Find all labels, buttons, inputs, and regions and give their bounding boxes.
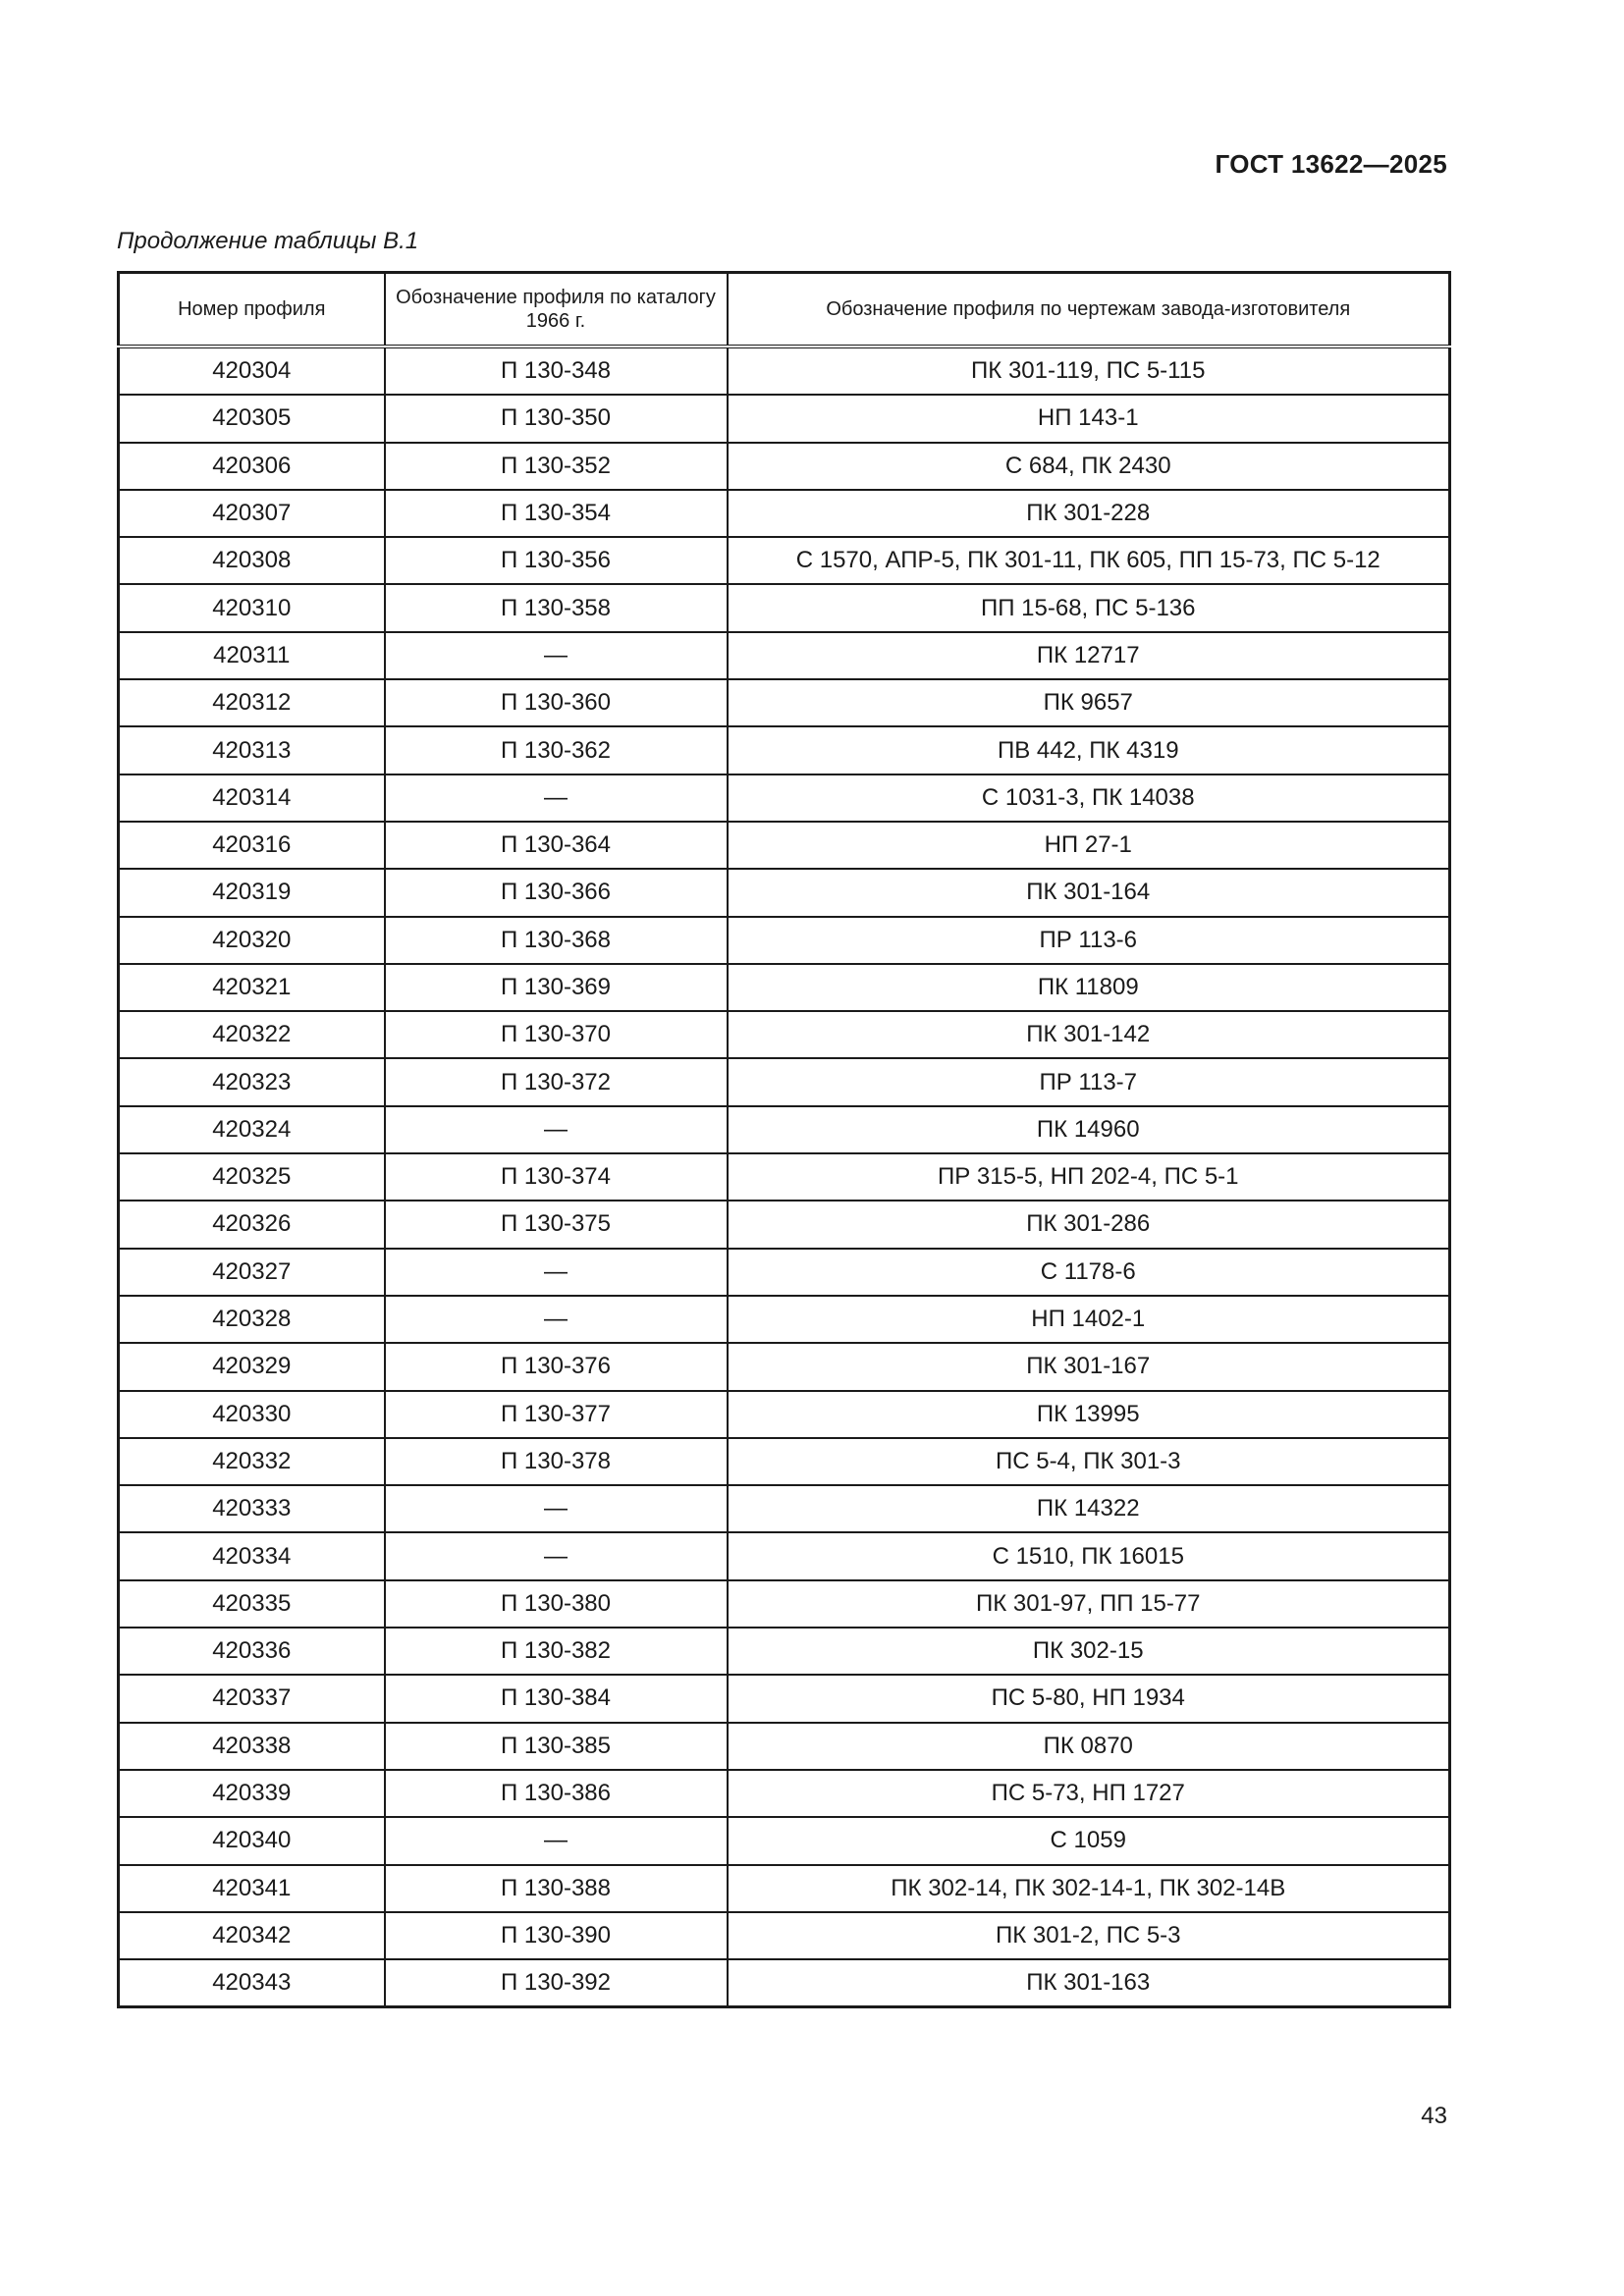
cell-profile-number: 420319 <box>119 869 385 916</box>
table-row <box>119 1343 1450 1390</box>
cell-catalog-designation: П 130-390 <box>385 1912 728 1959</box>
cell-factory-designation: ПК 11809 <box>728 964 1450 1011</box>
cell-factory-designation: ПК 302-14, ПК 302-14-1, ПК 302-14В <box>728 1865 1450 1912</box>
table-row <box>119 347 1450 395</box>
cell-catalog-designation: П 130-372 <box>385 1058 728 1105</box>
cell-factory-designation: ПК 301-119, ПС 5-115 <box>728 347 1450 395</box>
table-row <box>119 584 1450 631</box>
cell-factory-designation: ПР 113-6 <box>728 917 1450 964</box>
cell-factory-designation: ПК 13995 <box>728 1391 1450 1438</box>
cell-profile-number: 420326 <box>119 1201 385 1248</box>
table-row <box>119 1865 1450 1912</box>
cell-profile-number: 420333 <box>119 1485 385 1532</box>
cell-factory-designation: ПК 301-228 <box>728 490 1450 537</box>
cell-catalog-designation: П 130-378 <box>385 1438 728 1485</box>
cell-catalog-designation: П 130-366 <box>385 869 728 916</box>
cell-catalog-designation: П 130-362 <box>385 726 728 774</box>
table-row <box>119 1580 1450 1628</box>
cell-profile-number: 420307 <box>119 490 385 537</box>
cell-profile-number: 420336 <box>119 1628 385 1675</box>
cell-factory-designation: ПВ 442, ПК 4319 <box>728 726 1450 774</box>
cell-profile-number: 420324 <box>119 1106 385 1153</box>
table-row <box>119 1153 1450 1201</box>
table-row <box>119 395 1450 442</box>
cell-catalog-designation: П 130-350 <box>385 395 728 442</box>
cell-catalog-designation: П 130-364 <box>385 822 728 869</box>
cell-factory-designation: ПК 301-142 <box>728 1011 1450 1058</box>
cell-factory-designation: ПК 301-2, ПС 5-3 <box>728 1912 1450 1959</box>
cell-factory-designation: ПК 301-163 <box>728 1959 1450 2007</box>
cell-factory-designation: ПК 14322 <box>728 1485 1450 1532</box>
cell-factory-designation: С 684, ПК 2430 <box>728 443 1450 490</box>
cell-catalog-designation: П 130-360 <box>385 679 728 726</box>
cell-profile-number: 420321 <box>119 964 385 1011</box>
cell-profile-number: 420329 <box>119 1343 385 1390</box>
table-row <box>119 869 1450 916</box>
cell-catalog-designation: — <box>385 1249 728 1296</box>
table-row <box>119 1675 1450 1722</box>
cell-factory-designation: ПК 0870 <box>728 1723 1450 1770</box>
cell-profile-number: 420335 <box>119 1580 385 1628</box>
table-row <box>119 1770 1450 1817</box>
cell-factory-designation: НП 27-1 <box>728 822 1450 869</box>
table-header <box>119 273 1450 347</box>
table-row <box>119 679 1450 726</box>
table-row <box>119 1058 1450 1105</box>
cell-profile-number: 420311 <box>119 632 385 679</box>
cell-catalog-designation: П 130-380 <box>385 1580 728 1628</box>
cell-factory-designation: ПК 302-15 <box>728 1628 1450 1675</box>
cell-catalog-designation: П 130-385 <box>385 1723 728 1770</box>
table-row <box>119 964 1450 1011</box>
cell-factory-designation: ПК 9657 <box>728 679 1450 726</box>
cell-profile-number: 420308 <box>119 537 385 584</box>
cell-catalog-designation: П 130-358 <box>385 584 728 631</box>
cell-factory-designation: С 1031-3, ПК 14038 <box>728 774 1450 822</box>
cell-catalog-designation: — <box>385 1485 728 1532</box>
cell-profile-number: 420340 <box>119 1817 385 1864</box>
column-header-profile-number: Номер профиля <box>119 273 385 347</box>
cell-profile-number: 420323 <box>119 1058 385 1105</box>
cell-factory-designation: С 1059 <box>728 1817 1450 1864</box>
cell-factory-designation: ПС 5-80, НП 1934 <box>728 1675 1450 1722</box>
cell-catalog-designation: П 130-348 <box>385 347 728 395</box>
table-row <box>119 1391 1450 1438</box>
cell-factory-designation: ПК 301-97, ПП 15-77 <box>728 1580 1450 1628</box>
table-row <box>119 537 1450 584</box>
cell-catalog-designation: П 130-370 <box>385 1011 728 1058</box>
table-row <box>119 1011 1450 1058</box>
table-row <box>119 917 1450 964</box>
cell-catalog-designation: — <box>385 774 728 822</box>
cell-catalog-designation: П 130-376 <box>385 1343 728 1390</box>
cell-factory-designation: ПР 315-5, НП 202-4, ПС 5-1 <box>728 1153 1450 1201</box>
column-header-factory-designation: Обозначение профиля по чертежам завода-изготовителя <box>728 273 1450 347</box>
cell-profile-number: 420310 <box>119 584 385 631</box>
cell-factory-designation: ПС 5-73, НП 1727 <box>728 1770 1450 1817</box>
cell-catalog-designation: П 130-386 <box>385 1770 728 1817</box>
cell-profile-number: 420314 <box>119 774 385 822</box>
cell-factory-designation: НП 143-1 <box>728 395 1450 442</box>
cell-catalog-designation: П 130-352 <box>385 443 728 490</box>
table-row <box>119 1249 1450 1296</box>
cell-catalog-designation: — <box>385 632 728 679</box>
cell-catalog-designation: П 130-354 <box>385 490 728 537</box>
table-row <box>119 1485 1450 1532</box>
cell-profile-number: 420330 <box>119 1391 385 1438</box>
table-row <box>119 1817 1450 1864</box>
cell-profile-number: 420325 <box>119 1153 385 1201</box>
cell-factory-designation: ПК 14960 <box>728 1106 1450 1153</box>
cell-profile-number: 420305 <box>119 395 385 442</box>
cell-catalog-designation: — <box>385 1106 728 1153</box>
table-row <box>119 1959 1450 2007</box>
cell-catalog-designation: П 130-384 <box>385 1675 728 1722</box>
cell-profile-number: 420320 <box>119 917 385 964</box>
cell-profile-number: 420306 <box>119 443 385 490</box>
cell-catalog-designation: П 130-392 <box>385 1959 728 2007</box>
table-row <box>119 1628 1450 1675</box>
cell-profile-number: 420334 <box>119 1532 385 1579</box>
cell-factory-designation: ПК 12717 <box>728 632 1450 679</box>
table-row <box>119 774 1450 822</box>
cell-factory-designation: ПК 301-167 <box>728 1343 1450 1390</box>
table-row <box>119 726 1450 774</box>
table-row <box>119 1106 1450 1153</box>
table-row <box>119 1912 1450 1959</box>
cell-factory-designation: ПК 301-164 <box>728 869 1450 916</box>
cell-profile-number: 420322 <box>119 1011 385 1058</box>
column-header-catalog-designation: Обозначение профиля по каталогу 1966 г. <box>385 273 728 347</box>
table-row <box>119 632 1450 679</box>
cell-profile-number: 420332 <box>119 1438 385 1485</box>
table-row <box>119 1296 1450 1343</box>
cell-catalog-designation: — <box>385 1532 728 1579</box>
table-row <box>119 443 1450 490</box>
document-standard-title: ГОСТ 13622—2025 <box>1215 149 1447 179</box>
table-row <box>119 490 1450 537</box>
cell-factory-designation: ПП 15-68, ПС 5-136 <box>728 584 1450 631</box>
cell-profile-number: 420337 <box>119 1675 385 1722</box>
cell-profile-number: 420327 <box>119 1249 385 1296</box>
table-row <box>119 1723 1450 1770</box>
cell-catalog-designation: П 130-382 <box>385 1628 728 1675</box>
table-header-row <box>119 273 1450 347</box>
cell-factory-designation: ПС 5-4, ПК 301-3 <box>728 1438 1450 1485</box>
cell-catalog-designation: П 130-388 <box>385 1865 728 1912</box>
table-row <box>119 1438 1450 1485</box>
cell-factory-designation: С 1570, АПР-5, ПК 301-11, ПК 605, ПП 15-73, ПС 5-12 <box>728 537 1450 584</box>
cell-factory-designation: С 1510, ПК 16015 <box>728 1532 1450 1579</box>
cell-profile-number: 420343 <box>119 1959 385 2007</box>
cell-catalog-designation: П 130-374 <box>385 1153 728 1201</box>
cell-profile-number: 420339 <box>119 1770 385 1817</box>
page-number: 43 <box>1421 2103 1447 2129</box>
table-row <box>119 1201 1450 1248</box>
cell-profile-number: 420312 <box>119 679 385 726</box>
cell-profile-number: 420313 <box>119 726 385 774</box>
cell-catalog-designation: П 130-377 <box>385 1391 728 1438</box>
cell-profile-number: 420316 <box>119 822 385 869</box>
cell-factory-designation: ПК 301-286 <box>728 1201 1450 1248</box>
cell-profile-number: 420328 <box>119 1296 385 1343</box>
cell-catalog-designation: П 130-375 <box>385 1201 728 1248</box>
cell-catalog-designation: П 130-369 <box>385 964 728 1011</box>
table-body <box>119 347 1450 2007</box>
cell-factory-designation: НП 1402-1 <box>728 1296 1450 1343</box>
cell-factory-designation: ПР 113-7 <box>728 1058 1450 1105</box>
profiles-table <box>117 271 1451 2008</box>
cell-catalog-designation: — <box>385 1296 728 1343</box>
cell-catalog-designation: П 130-368 <box>385 917 728 964</box>
cell-factory-designation: С 1178-6 <box>728 1249 1450 1296</box>
cell-profile-number: 420304 <box>119 347 385 395</box>
table-row <box>119 1532 1450 1579</box>
cell-profile-number: 420338 <box>119 1723 385 1770</box>
table-row <box>119 822 1450 869</box>
cell-profile-number: 420341 <box>119 1865 385 1912</box>
cell-catalog-designation: — <box>385 1817 728 1864</box>
table-caption: Продолжение таблицы В.1 <box>117 228 419 254</box>
cell-profile-number: 420342 <box>119 1912 385 1959</box>
cell-catalog-designation: П 130-356 <box>385 537 728 584</box>
